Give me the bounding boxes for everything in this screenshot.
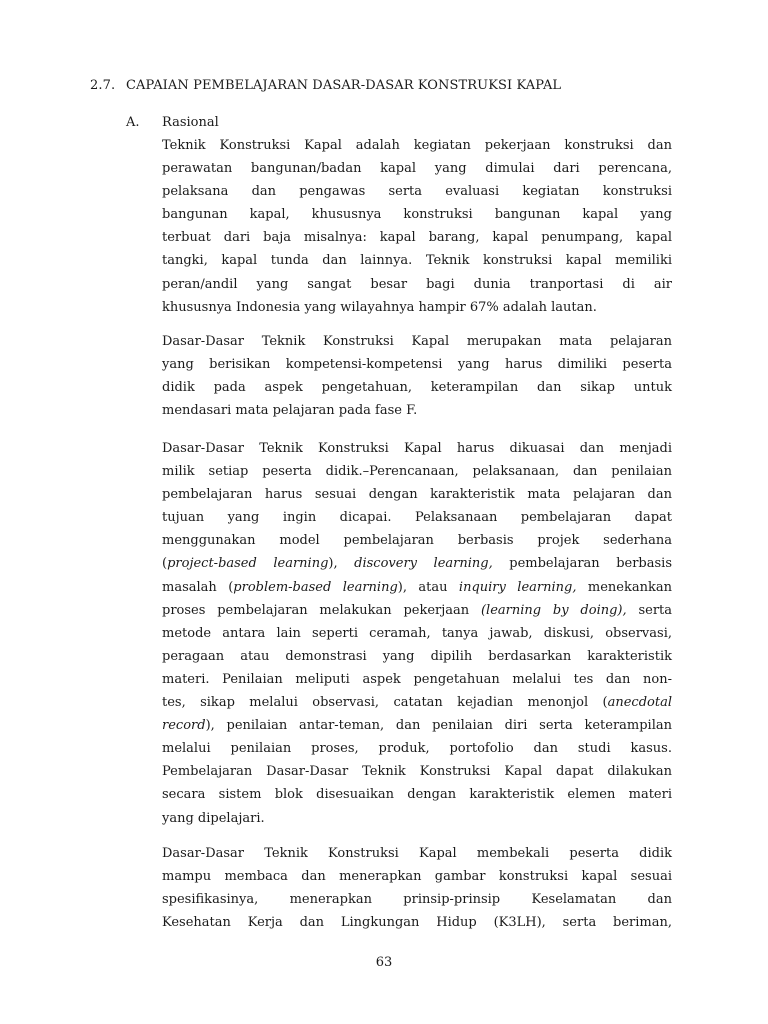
- text-line: perawatan bangunan/badan kapal yang dimulai dari perencana,: [162, 161, 672, 177]
- text-line: khususnya Indonesia yang wilayahnya hampir 67% adalah lautan.: [162, 299, 597, 315]
- text-line: peran/andil yang sangat besar bagi dunia tranportasi di air: [162, 276, 672, 292]
- text-line: tujuan yang ingin dicapai. Pelaksanaan pembelajaran dapat: [162, 510, 672, 526]
- italic-term: record: [162, 718, 206, 734]
- subsection-title: Rasional: [162, 115, 219, 130]
- text-fragment: tes, sikap melalui observasi, catatan kejadian menonjol (: [162, 695, 608, 711]
- text-fragment: (: [162, 556, 168, 572]
- paragraph-rasional-3: [162, 437, 672, 830]
- text-line: [162, 599, 672, 622]
- text-fragment: pembelajaran berbasis: [492, 556, 672, 572]
- subsection-heading: [126, 115, 219, 130]
- text-line: Kesehatan Kerja dan Lingkungan Hidup (K3LH), serta beriman,: [162, 915, 672, 931]
- page-number: 63: [375, 955, 393, 970]
- italic-term: inquiry learning,: [458, 579, 577, 595]
- text-line: metode antara lain seperti ceramah, tanya jawab, diskusi, observasi,: [162, 625, 672, 641]
- text-line: pembelajaran harus sesuai dengan karakteristik mata pelajaran dan: [162, 487, 672, 503]
- text-line: menggunakan model pembelajaran berbasis projek sederhana: [162, 533, 672, 549]
- text-line: spesifikasinya, menerapkan prinsip-prinsip Keselamatan dan: [162, 892, 672, 908]
- italic-term: anecdotal: [607, 695, 672, 711]
- paragraph-rasional-1: [162, 134, 672, 319]
- text-line: terbuat dari baja misalnya: kapal barang, kapal penumpang, kapal: [162, 230, 672, 246]
- text-line: melalui penilaian proses, produk, portofolio dan studi kasus.: [162, 741, 672, 757]
- text-line: yang dipelajari.: [162, 810, 265, 826]
- text-line: bangunan kapal, khususnya konstruksi bangunan kapal yang: [162, 207, 672, 223]
- paragraph-rasional-2: [162, 330, 672, 422]
- italic-term: problem-based learning: [233, 579, 398, 595]
- text-line: Pembelajaran Dasar-Dasar Teknik Konstruksi Kapal dapat dilakukan: [162, 764, 672, 780]
- text-line: Dasar-Dasar Teknik Konstruksi Kapal merupakan mata pelajaran: [162, 334, 672, 349]
- section-heading: [90, 78, 561, 93]
- section-title: CAPAIAN PEMBELAJARAN DASAR-DASAR KONSTRUKSI KAPAL: [126, 78, 562, 93]
- text-fragment: ), atau: [397, 579, 459, 595]
- text-line: yang berisikan kompetensi-kompetensi yang harus dimiliki peserta: [162, 357, 672, 373]
- text-fragment: serta: [626, 602, 673, 618]
- text-line: [162, 714, 672, 737]
- text-line: [162, 576, 672, 599]
- text-line: Teknik Konstruksi Kapal adalah kegiatan pekerjaan konstruksi dan: [162, 138, 672, 153]
- text-line: [162, 691, 672, 714]
- text-fragment: proses pembelajaran melakukan pekerjaan: [162, 602, 481, 618]
- text-line: [162, 552, 672, 575]
- text-line: Dasar-Dasar Teknik Konstruksi Kapal harus dikuasai dan menjadi: [162, 441, 672, 456]
- text-fragment: menekankan: [576, 579, 672, 595]
- text-line: materi. Penilaian meliputi aspek pengetahuan melalui tes dan non-: [162, 671, 672, 687]
- section-number: 2.7.: [90, 78, 116, 93]
- text-line: milik setiap peserta didik.–Perencanaan, pelaksanaan, dan penilaian: [162, 464, 672, 480]
- italic-term: (learning by doing),: [480, 602, 627, 618]
- subsection-letter: A.: [126, 115, 140, 130]
- italic-term: project-based learning: [167, 556, 329, 572]
- text-fragment: ), penilaian antar-teman, dan penilaian diri serta keterampilan: [205, 718, 672, 734]
- text-line: secara sistem blok disesuaikan dengan karakteristik elemen materi: [162, 787, 672, 803]
- paragraph-rasional-4: [162, 842, 672, 934]
- text-fragment: ),: [328, 556, 355, 572]
- text-line: didik pada aspek pengetahuan, keterampilan dan sikap untuk: [162, 380, 672, 396]
- text-line: peragaan atau demonstrasi yang dipilih berdasarkan karakteristik: [162, 648, 672, 664]
- text-line: tangki, kapal tunda dan lainnya. Teknik konstruksi kapal memiliki: [162, 253, 672, 269]
- text-line: Dasar-Dasar Teknik Konstruksi Kapal membekali peserta didik: [162, 846, 672, 861]
- italic-term: discovery learning,: [354, 556, 493, 572]
- text-line: mendasari mata pelajaran pada fase F.: [162, 403, 418, 419]
- text-fragment: masalah (: [162, 579, 234, 595]
- text-line: pelaksana dan pengawas serta evaluasi kegiatan konstruksi: [162, 184, 672, 200]
- text-line: mampu membaca dan menerapkan gambar konstruksi kapal sesuai: [162, 869, 672, 885]
